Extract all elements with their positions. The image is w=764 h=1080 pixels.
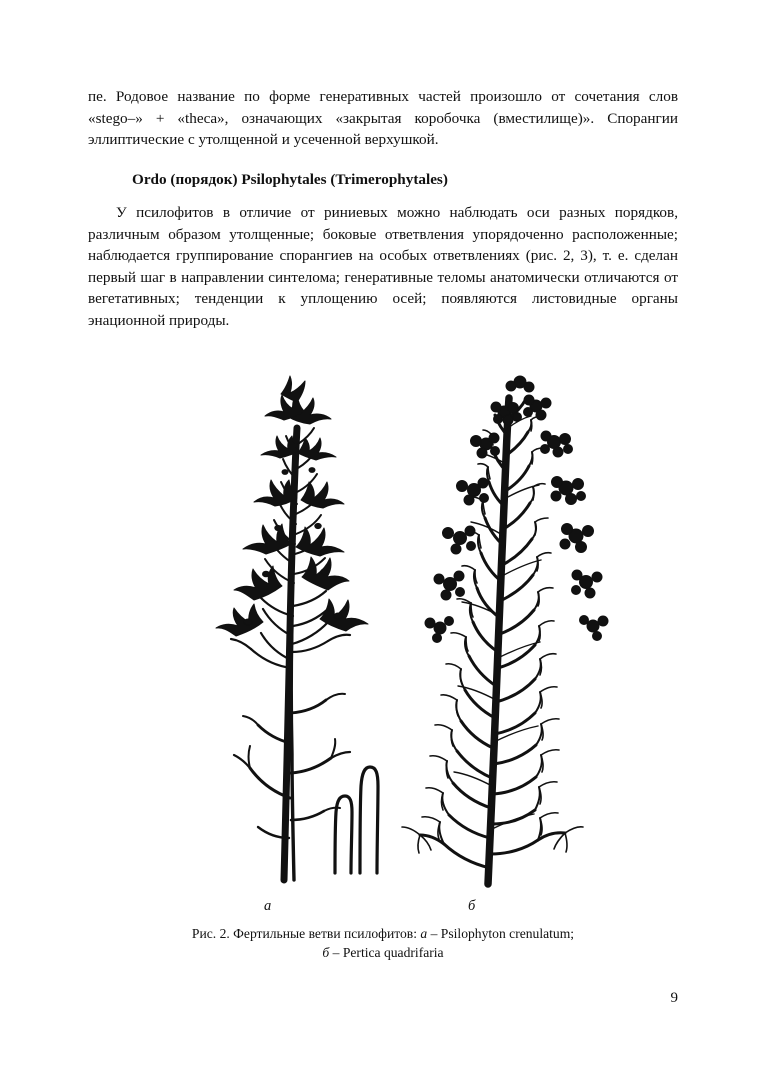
caption-italic-a: а [420,926,428,941]
figure-caption [88,924,678,962]
figure-2 [88,368,678,960]
paragraph-2: У псилофитов в отличие от риниевых можно наблюдать оси разных порядков, различным образом утолщенные; боковые ответвления упорядоченно расположенные; наблюдается группирование спорангиев на особых ответвлениях (рис. 2, 3), т. е. сделан первый шаг в направлении синтелома; генеративные теломы анатомически отличаются от вегетативных; тенденции к уплощению осей; появляются листовидные органы энационной природы. [88,204,678,329]
figure-illustration [88,368,678,898]
text-column [88,86,678,331]
caption-prefix: Рис. 2. Фертильные ветви псилофитов: [191,926,421,941]
figure-label-a: а [264,898,272,914]
caption-italic-b: б [322,945,330,960]
section-heading: Ordo (порядок) Psilophytales (Trimerophytales) [132,170,448,188]
plant-illustration-svg [88,368,678,898]
page-number: 9 [670,990,678,1006]
paragraph-1: пе. Родовое название по форме генеративных частей произошло от сочетания слов «stego–» + «theca», означающих «закрытая коробочка (вместилище)». Спорангии эллиптические с утолщенной и усеченной верхушкой. [88,88,678,148]
sporangia-clusters-b [425,376,608,643]
caption-rest: – Pertica quadrifaria [329,945,444,960]
plant-b-group [402,376,608,884]
caption-mid: – Psilophyton crenulatum; [427,926,575,941]
figure-label-b: б [468,898,476,914]
plant-a-group [216,376,378,880]
